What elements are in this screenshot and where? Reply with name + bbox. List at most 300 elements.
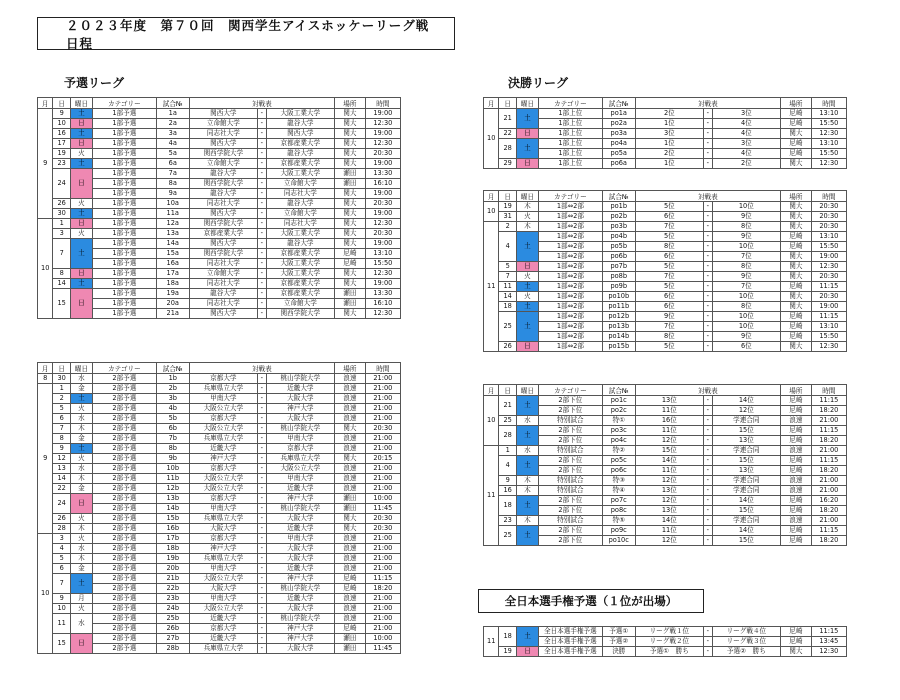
match-no-cell: po6a: [602, 159, 635, 169]
category-cell: 2部下位: [538, 406, 602, 416]
month-cell: 8: [38, 374, 53, 384]
table-row: [484, 526, 847, 536]
final-promotion-table: [483, 190, 847, 352]
match-no-cell: po10c: [602, 536, 635, 546]
time-cell: 21:00: [811, 416, 846, 426]
venue-cell: 尼崎: [780, 466, 811, 476]
venue-cell: 浪速: [334, 374, 365, 384]
vs-cell: -: [257, 504, 266, 514]
weekday-cell: 水: [70, 414, 92, 424]
day-cell: 2: [499, 222, 517, 232]
time-cell: 21:00: [365, 394, 400, 404]
home-team-cell: 8位: [635, 242, 703, 252]
category-cell: 1部予選: [92, 209, 156, 219]
home-team-cell: 京都産業大学: [189, 229, 257, 239]
away-team-cell: 同志社大学: [266, 219, 334, 229]
weekday-cell: 土: [516, 232, 538, 262]
weekday-cell: 日: [70, 494, 92, 514]
venue-cell: 浪速: [334, 484, 365, 494]
home-team-cell: 11位: [635, 466, 703, 476]
time-cell: 11:15: [365, 574, 400, 584]
venue-cell: 関大: [780, 342, 811, 352]
time-cell: 16:10: [365, 299, 400, 309]
category-cell: 1部⇔2部: [538, 212, 602, 222]
home-team-cell: 甲南大学: [189, 504, 257, 514]
venue-cell: 尼崎: [780, 396, 811, 406]
away-team-cell: 龍谷大学: [266, 199, 334, 209]
vs-cell: -: [257, 209, 266, 219]
venue-cell: 浪速: [780, 476, 811, 486]
day-cell: 5: [53, 554, 71, 564]
weekday-cell: 火: [516, 292, 538, 302]
vs-cell: -: [703, 496, 712, 506]
table-row: [38, 484, 401, 494]
vs-cell: -: [257, 514, 266, 524]
time-cell: 21:00: [365, 374, 400, 384]
table-row: [38, 574, 401, 584]
table-row: [484, 262, 847, 272]
day-cell: 4: [499, 232, 517, 262]
time-cell: 19:00: [365, 109, 400, 119]
home-team-cell: 大阪大学: [189, 584, 257, 594]
match-no-cell: po1b: [602, 202, 635, 212]
match-no-cell: po13b: [602, 322, 635, 332]
home-team-cell: 大阪公立大学: [189, 484, 257, 494]
time-cell: 21:00: [365, 624, 400, 634]
vs-cell: -: [257, 129, 266, 139]
home-team-cell: 6位: [635, 252, 703, 262]
category-cell: 2部予選: [92, 484, 156, 494]
table-row: [38, 604, 401, 614]
table-row: [484, 212, 847, 222]
weekday-cell: 土: [70, 239, 92, 269]
match-no-cell: 2b: [156, 384, 189, 394]
time-cell: 19:00: [365, 189, 400, 199]
venue-cell: 浪速: [334, 444, 365, 454]
vs-cell: -: [257, 169, 266, 179]
table-row: [38, 554, 401, 564]
category-cell: 2部下位: [538, 466, 602, 476]
venue-cell: 尼崎: [780, 506, 811, 516]
category-cell: 2部予選: [92, 474, 156, 484]
day-cell: 3: [53, 229, 71, 239]
home-team-cell: 同志社大学: [189, 259, 257, 269]
day-cell: 1: [53, 219, 71, 229]
category-cell: 2部予選: [92, 604, 156, 614]
weekday-cell: 土: [516, 109, 538, 129]
match-no-cell: 19a: [156, 289, 189, 299]
home-team-cell: 京都大学: [189, 374, 257, 384]
time-cell: 11:15: [811, 396, 846, 406]
weekday-cell: 土: [70, 279, 92, 289]
match-no-cell: 6b: [156, 424, 189, 434]
table-row: [38, 564, 401, 574]
table-row: [484, 456, 847, 466]
weekday-cell: 日: [70, 169, 92, 199]
time-cell: 12:30: [365, 269, 400, 279]
time-cell: 13:10: [811, 232, 846, 242]
match-no-cell: po8b: [602, 272, 635, 282]
table-row: [484, 129, 847, 139]
match-no-cell: po12b: [602, 312, 635, 322]
vs-cell: -: [703, 272, 712, 282]
month-cell: 10: [38, 219, 53, 319]
category-cell: 1部予選: [92, 199, 156, 209]
day-cell: 8: [53, 269, 71, 279]
home-team-cell: 京都大学: [189, 534, 257, 544]
month-cell: 9: [38, 109, 53, 219]
vs-cell: -: [703, 396, 712, 406]
day-cell: 26: [53, 199, 71, 209]
vs-cell: -: [703, 282, 712, 292]
away-team-cell: 14位: [712, 526, 780, 536]
table-row: [484, 406, 847, 416]
time-cell: 11:15: [811, 312, 846, 322]
home-team-cell: 京都大学: [189, 494, 257, 504]
table-row: [484, 416, 847, 426]
away-team-cell: 神戸大学: [266, 634, 334, 644]
venue-cell: 関大: [780, 262, 811, 272]
venue-cell: 尼崎: [780, 456, 811, 466]
vs-cell: -: [257, 139, 266, 149]
time-cell: 13:30: [365, 289, 400, 299]
column-header: 場所: [334, 98, 365, 109]
home-team-cell: 関西学院大学: [189, 219, 257, 229]
vs-cell: -: [257, 594, 266, 604]
away-team-cell: 4位: [712, 149, 780, 159]
venue-cell: 関大: [780, 159, 811, 169]
category-cell: 1部⇔2部: [538, 302, 602, 312]
weekday-cell: 水: [70, 544, 92, 554]
table-row: [38, 464, 401, 474]
column-header: 月: [38, 98, 53, 109]
category-cell: 2部予選: [92, 374, 156, 384]
match-no-cell: 21b: [156, 574, 189, 584]
weekday-cell: 木: [70, 524, 92, 534]
time-cell: 15:50: [811, 332, 846, 342]
table-row: [38, 424, 401, 434]
match-no-cell: 17b: [156, 534, 189, 544]
weekday-cell: 土: [516, 396, 538, 416]
weekday-cell: 土: [516, 526, 538, 546]
home-team-cell: 同志社大学: [189, 299, 257, 309]
match-no-cell: 8b: [156, 444, 189, 454]
vs-cell: -: [703, 426, 712, 436]
time-cell: 13:10: [365, 249, 400, 259]
time-cell: 12:30: [365, 219, 400, 229]
away-team-cell: 近畿大学: [266, 524, 334, 534]
away-team-cell: 大阪公立大学: [266, 464, 334, 474]
time-cell: 21:00: [365, 564, 400, 574]
venue-cell: 関大: [334, 524, 365, 534]
table-row: [38, 634, 401, 644]
weekday-cell: 火: [70, 229, 92, 239]
away-team-cell: 15位: [712, 536, 780, 546]
away-team-cell: 大阪大学: [266, 394, 334, 404]
time-cell: 12:30: [811, 342, 846, 352]
home-team-cell: 6位: [635, 292, 703, 302]
day-cell: 15: [53, 289, 71, 319]
away-team-cell: 6位: [712, 342, 780, 352]
time-cell: 20:30: [365, 514, 400, 524]
vs-cell: -: [703, 322, 712, 332]
prelim-div1-table: [37, 97, 401, 319]
time-cell: 10:00: [365, 634, 400, 644]
venue-cell: 瀬田: [334, 494, 365, 504]
vs-cell: -: [257, 404, 266, 414]
venue-cell: 関大: [334, 139, 365, 149]
venue-cell: 尼崎: [780, 436, 811, 446]
match-no-cell: 予選①: [602, 627, 635, 637]
day-cell: 1: [499, 446, 517, 456]
vs-cell: -: [257, 494, 266, 504]
day-cell: 4: [499, 456, 517, 476]
away-team-cell: 立命館大学: [266, 179, 334, 189]
away-team-cell: 京都産業大学: [266, 249, 334, 259]
home-team-cell: 7位: [635, 322, 703, 332]
venue-cell: 関大: [780, 252, 811, 262]
venue-cell: 関大: [334, 514, 365, 524]
table-row: [38, 444, 401, 454]
category-cell: 1部予選: [92, 259, 156, 269]
time-cell: 11:45: [365, 644, 400, 654]
day-cell: 1: [53, 384, 71, 394]
venue-cell: 尼崎: [780, 536, 811, 546]
category-cell: 1部上位: [538, 119, 602, 129]
vs-cell: -: [257, 644, 266, 654]
table-row: [38, 299, 401, 309]
month-cell: 11: [484, 446, 499, 546]
away-team-cell: 13位: [712, 436, 780, 446]
day-cell: 16: [53, 129, 71, 139]
match-no-cell: 予選②: [602, 637, 635, 647]
day-cell: 23: [499, 516, 517, 526]
category-cell: 1部予選: [92, 309, 156, 319]
away-team-cell: 桃山学院大学: [266, 374, 334, 384]
day-cell: 9: [53, 109, 71, 119]
away-team-cell: 近畿大学: [266, 484, 334, 494]
away-team-cell: 京都産業大学: [266, 279, 334, 289]
column-header: 時間: [365, 363, 400, 374]
category-cell: 1部予選: [92, 139, 156, 149]
home-team-cell: 5位: [635, 232, 703, 242]
time-cell: 13:10: [811, 109, 846, 119]
vs-cell: -: [257, 384, 266, 394]
venue-cell: 浪速: [780, 416, 811, 426]
venue-cell: 浪速: [334, 534, 365, 544]
away-team-cell: 学連合同: [712, 476, 780, 486]
home-team-cell: リーグ戦１位: [635, 627, 703, 637]
day-cell: 11: [499, 282, 517, 292]
day-cell: 2: [53, 394, 71, 404]
away-team-cell: 甲南大学: [266, 474, 334, 484]
table-row: [484, 202, 847, 212]
table-row: [38, 249, 401, 259]
table-row: [38, 594, 401, 604]
venue-cell: 瀬田: [334, 504, 365, 514]
time-cell: 20:30: [811, 272, 846, 282]
venue-cell: 関大: [334, 119, 365, 129]
day-cell: 5: [53, 404, 71, 414]
day-cell: 23: [53, 159, 71, 169]
category-cell: 1部予選: [92, 129, 156, 139]
table-row: [38, 159, 401, 169]
vs-cell: -: [703, 456, 712, 466]
home-team-cell: 関西大学: [189, 109, 257, 119]
category-cell: 2部予選: [92, 424, 156, 434]
day-cell: 14: [53, 279, 71, 289]
match-no-cell: 16a: [156, 259, 189, 269]
away-team-cell: 14位: [712, 496, 780, 506]
match-no-cell: po4b: [602, 232, 635, 242]
column-header: 曜日: [70, 363, 92, 374]
table-row: [484, 322, 847, 332]
venue-cell: 尼崎: [780, 627, 811, 637]
match-no-cell: 24b: [156, 604, 189, 614]
away-team-cell: 学連合同: [712, 446, 780, 456]
home-team-cell: 近畿大学: [189, 634, 257, 644]
day-cell: 28: [53, 524, 71, 534]
match-no-cell: 13a: [156, 229, 189, 239]
home-team-cell: 6位: [635, 302, 703, 312]
vs-cell: -: [703, 627, 712, 637]
vs-cell: -: [257, 474, 266, 484]
match-no-cell: 20a: [156, 299, 189, 309]
table-row: [38, 644, 401, 654]
table-row: [484, 139, 847, 149]
table-row: [38, 624, 401, 634]
weekday-cell: 火: [516, 272, 538, 282]
category-cell: 2部下位: [538, 396, 602, 406]
category-cell: 2部予選: [92, 454, 156, 464]
match-no-cell: 6a: [156, 159, 189, 169]
match-no-cell: po2a: [602, 119, 635, 129]
away-team-cell: 甲南大学: [266, 534, 334, 544]
column-header: 対戦表: [189, 363, 334, 374]
category-cell: 1部予選: [92, 219, 156, 229]
match-no-cell: 21a: [156, 309, 189, 319]
category-cell: 1部⇔2部: [538, 262, 602, 272]
column-header: 月: [38, 363, 53, 374]
vs-cell: -: [257, 414, 266, 424]
home-team-cell: 7位: [635, 222, 703, 232]
category-cell: 2部予選: [92, 544, 156, 554]
weekday-cell: 火: [70, 149, 92, 159]
vs-cell: -: [257, 564, 266, 574]
column-header: 曜日: [70, 98, 92, 109]
away-team-cell: 大阪工業大学: [266, 269, 334, 279]
table-row: [38, 189, 401, 199]
venue-cell: 関大: [780, 129, 811, 139]
home-team-cell: 関西学院大学: [189, 149, 257, 159]
category-cell: 2部下位: [538, 426, 602, 436]
day-cell: 25: [499, 416, 517, 426]
weekday-cell: 土: [70, 109, 92, 119]
month-cell: 10: [484, 109, 499, 169]
table-row: [38, 149, 401, 159]
vs-cell: -: [257, 374, 266, 384]
match-no-cell: po10b: [602, 292, 635, 302]
weekday-cell: 日: [516, 342, 538, 352]
match-no-cell: 26b: [156, 624, 189, 634]
weekday-cell: 土: [70, 209, 92, 219]
vs-cell: -: [703, 159, 712, 169]
away-team-cell: 桃山学院大学: [266, 424, 334, 434]
time-cell: 13:30: [365, 169, 400, 179]
table-row: [38, 394, 401, 404]
column-header: カテゴリー: [92, 363, 156, 374]
home-team-cell: 同志社大学: [189, 279, 257, 289]
venue-cell: 関大: [334, 129, 365, 139]
away-team-cell: 神戸大学: [266, 494, 334, 504]
venue-cell: 尼崎: [334, 584, 365, 594]
match-no-cell: 12b: [156, 484, 189, 494]
vs-cell: -: [257, 604, 266, 614]
match-no-cell: po3a: [602, 129, 635, 139]
category-cell: 2部予選: [92, 644, 156, 654]
away-team-cell: 3位: [712, 139, 780, 149]
vs-cell: -: [703, 516, 712, 526]
vs-cell: -: [257, 614, 266, 624]
category-cell: 1部⇔2部: [538, 332, 602, 342]
home-team-cell: 兵庫県立大学: [189, 514, 257, 524]
away-team-cell: 大阪大学: [266, 414, 334, 424]
weekday-cell: 木: [70, 554, 92, 564]
home-team-cell: 大阪公立大学: [189, 404, 257, 414]
home-team-cell: 甲南大学: [189, 594, 257, 604]
month-cell: 11: [484, 222, 499, 352]
away-team-cell: 予選② 勝ち: [712, 647, 780, 657]
home-team-cell: 5位: [635, 262, 703, 272]
time-cell: 18:20: [811, 466, 846, 476]
header-row: [484, 191, 847, 202]
venue-cell: 関大: [780, 272, 811, 282]
category-cell: 1部⇔2部: [538, 312, 602, 322]
vs-cell: -: [257, 289, 266, 299]
column-header: 日: [53, 363, 71, 374]
time-cell: 18:20: [811, 436, 846, 446]
day-cell: 26: [53, 514, 71, 524]
away-team-cell: 龍谷大学: [266, 239, 334, 249]
category-cell: 2部下位: [538, 456, 602, 466]
match-no-cell: 決勝: [602, 647, 635, 657]
venue-cell: 浪速: [334, 464, 365, 474]
column-header: 月: [484, 98, 499, 109]
venue-cell: 浪速: [334, 604, 365, 614]
month-cell: 9: [38, 384, 53, 534]
header-row: [484, 98, 847, 109]
away-team-cell: 京都産業大学: [266, 139, 334, 149]
match-no-cell: 10b: [156, 464, 189, 474]
header-row: [38, 98, 401, 109]
home-team-cell: 11位: [635, 426, 703, 436]
venue-cell: 関大: [780, 202, 811, 212]
venue-cell: 瀬田: [334, 179, 365, 189]
home-team-cell: 甲南大学: [189, 394, 257, 404]
category-cell: 1部予選: [92, 189, 156, 199]
venue-cell: 尼崎: [334, 249, 365, 259]
weekday-cell: 水: [516, 416, 538, 426]
away-team-cell: 2位: [712, 159, 780, 169]
japan-qualifier-table: [483, 626, 847, 657]
venue-cell: 尼崎: [780, 119, 811, 129]
match-no-cell: 14a: [156, 239, 189, 249]
match-no-cell: po3c: [602, 426, 635, 436]
match-no-cell: po9b: [602, 282, 635, 292]
match-no-cell: po1a: [602, 109, 635, 119]
match-no-cell: 特①: [602, 416, 635, 426]
vs-cell: -: [257, 574, 266, 584]
